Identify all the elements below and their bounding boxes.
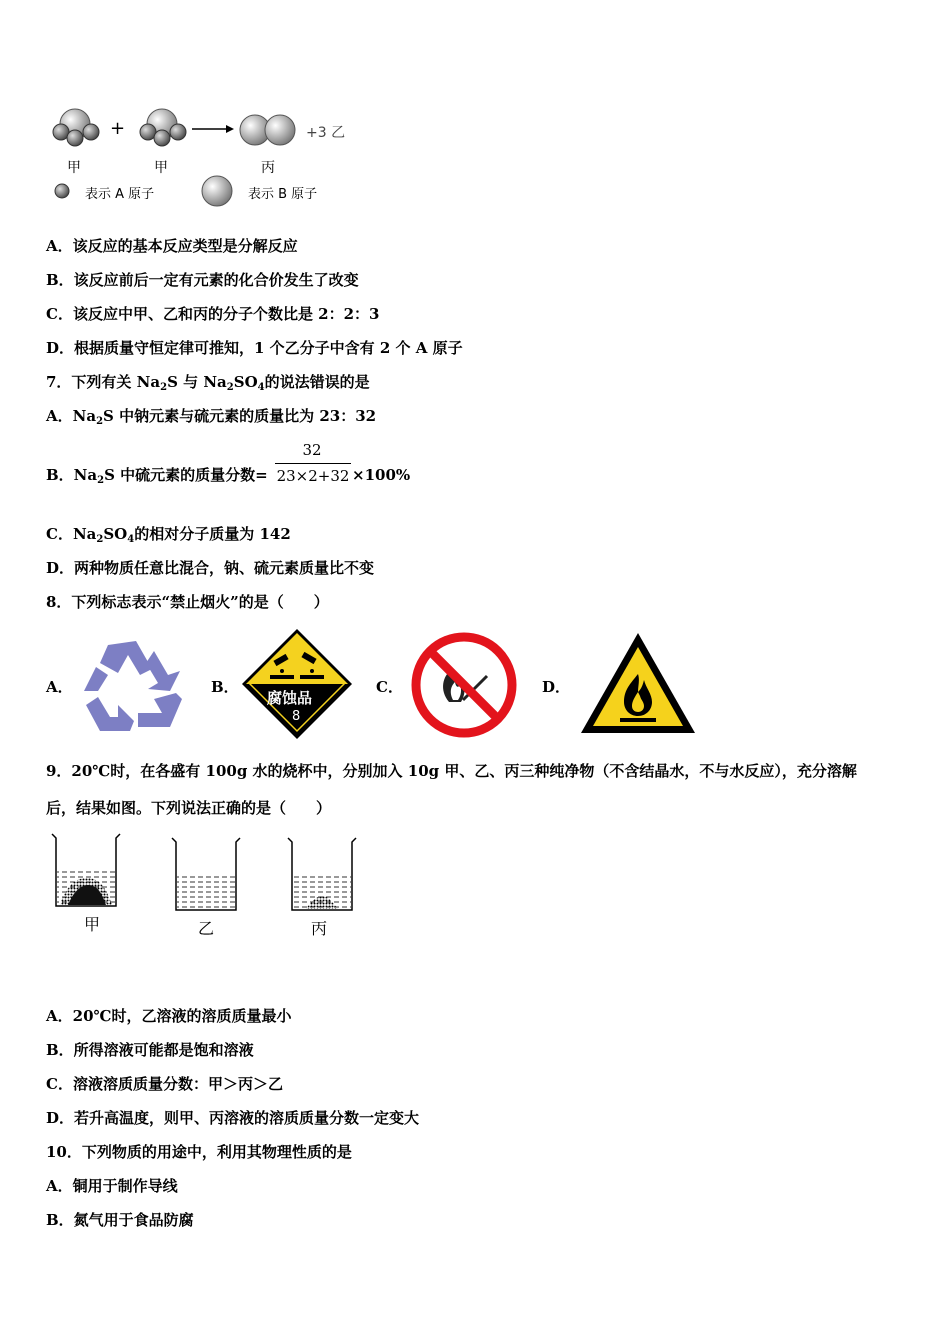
q8-stem: 8．下列标志表示“禁止烟火”的是（ ）	[46, 593, 329, 611]
q6-option-b: B．该反应前后一定有元素的化合价发生了改变	[46, 271, 359, 289]
q9-stem-line2: 后，结果如图。下列说法正确的是（ ）	[46, 799, 332, 817]
legend-b-label: 表示 B 原子	[248, 187, 318, 202]
beaker-label-bing: 丙	[311, 919, 328, 938]
fraction-tail: ×100%	[352, 466, 411, 484]
plus-sign: +	[110, 118, 126, 139]
q6-option-a: A．该反应的基本反应类型是分解反应	[46, 237, 298, 255]
reaction-diagram	[40, 100, 370, 210]
q9-option-a: A．20℃时，乙溶液的溶质质量最小	[46, 1007, 292, 1025]
beakers-diagram	[46, 830, 366, 940]
q8-label-c: C．	[376, 678, 403, 696]
q6-option-d: D．根据质量守恒定律可推知，1 个乙分子中含有 2 个 A 原子	[46, 339, 463, 357]
q8-label-b: B．	[211, 678, 239, 696]
corrosive-label: 腐蚀品	[267, 689, 313, 707]
q6-option-c: C．该反应中甲、乙和丙的分子个数比是 2：2：3	[46, 305, 380, 323]
fraction-bar	[275, 463, 351, 464]
fraction-numerator: 32	[302, 441, 322, 459]
corrosive-class-number: 8	[292, 709, 301, 724]
q8-label-a: A．	[46, 678, 73, 696]
product-extra: +3 乙	[306, 125, 346, 141]
product-label: 丙	[261, 160, 275, 176]
reactant-label-2: 甲	[154, 160, 168, 176]
beaker-label-jia: 甲	[84, 915, 101, 934]
q9-option-c: C．溶液溶质质量分数：甲＞丙＞乙	[46, 1075, 283, 1093]
q7-stem: 7．下列有关 $Na_2S$ 与 $Na_2SO_4$的说法错误的是	[46, 373, 370, 393]
q10-option-b: B．氮气用于食品防腐	[46, 1211, 194, 1229]
q10-option-a: A．铜用于制作导线	[46, 1177, 178, 1195]
q8-label-d: D．	[542, 678, 571, 696]
q9-stem-line1: 9．20℃时，在各盛有 100g 水的烧杯中，分别加入 10g 甲、乙、丙三种纯净物（不含结晶水，不与水反应），充分溶解	[46, 762, 857, 780]
flammable-sign	[578, 630, 698, 736]
beaker-label-yi: 乙	[198, 919, 215, 938]
q7-option-b: B．$Na_2S$ 中硫元素的质量分数=	[46, 466, 268, 486]
q9-option-d: D．若升高温度，则甲、丙溶液的溶质质量分数一定变大	[46, 1109, 420, 1127]
recycle-icon	[78, 635, 193, 737]
flammable-triangle-icon	[578, 630, 698, 736]
corrosive-sign	[240, 627, 354, 741]
q7-option-d: D．两种物质任意比混合，钠、硫元素质量比不变	[46, 559, 375, 577]
q7-option-a: A．$Na_2S$ 中钠元素与硫元素的质量比为 23：32	[46, 407, 377, 427]
q7-option-c: C．$Na_2SO_4$的相对分子质量为 142	[46, 525, 291, 545]
legend-a-label: 表示 A 原子	[85, 187, 155, 202]
reactant-label-1: 甲	[67, 160, 81, 176]
q10-stem: 10．下列物质的用途中，利用其物理性质的是	[46, 1143, 352, 1161]
fraction-denominator: 23×2+32	[276, 467, 350, 485]
q9-option-b: B．所得溶液可能都是饱和溶液	[46, 1041, 254, 1059]
no-fire-sign	[409, 630, 519, 740]
no-smoking-fire-icon	[409, 630, 519, 740]
